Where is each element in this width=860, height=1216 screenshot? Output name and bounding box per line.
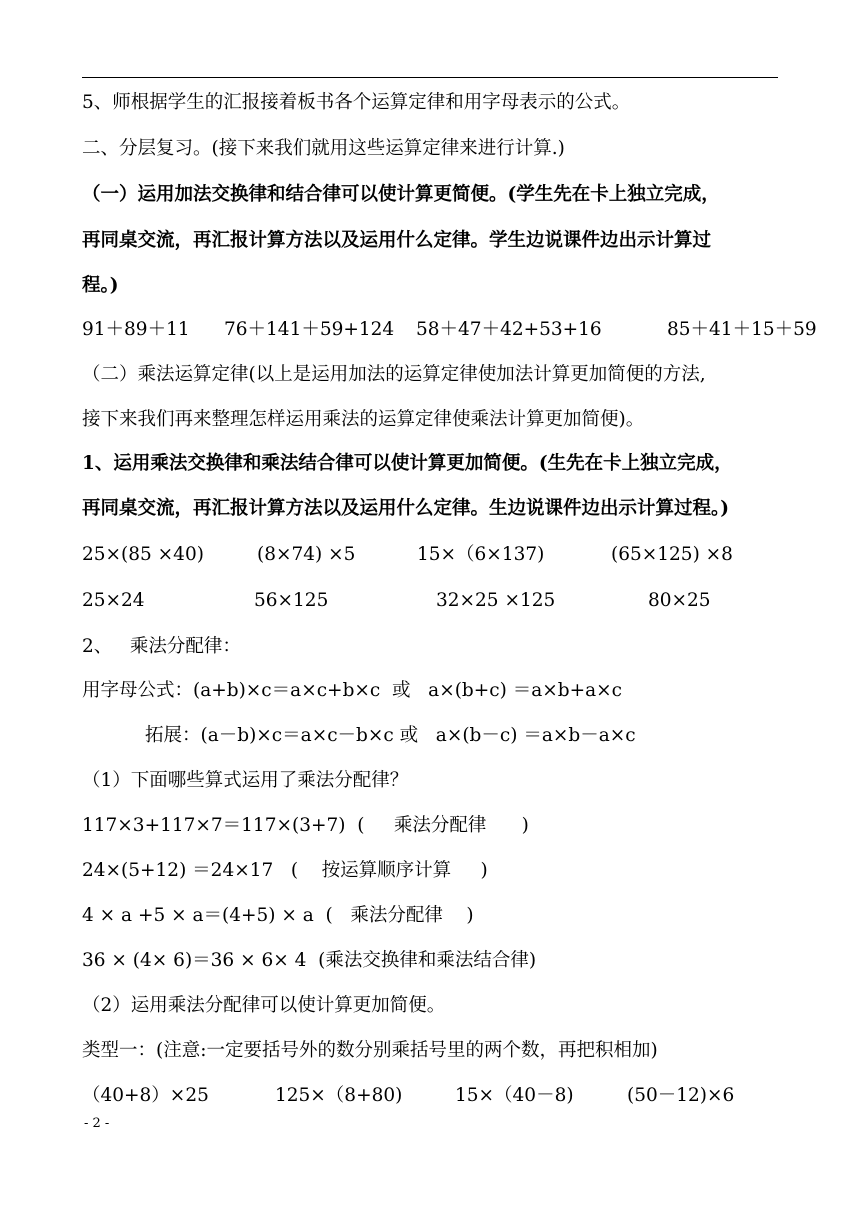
text-line-4: 再同桌交流，再汇报计算方法以及运用什么定律。学生边说课件边出示计算过 [82, 230, 712, 251]
expression: 58＋47＋42+53+16 [416, 319, 602, 340]
type-one-note: 类型一：(注意:一定要括号外的数分别乘括号里的两个数，再把积相加) [82, 1040, 658, 1061]
page-number: - 2 - [84, 1116, 110, 1131]
expression: (65×125) ×8 [611, 544, 733, 565]
text-line-1: 5、师根据学生的汇报接着板书各个运算定律和用字母表示的公式。 [82, 92, 631, 113]
expression: 15×（6×137) [417, 544, 545, 565]
expression: 125×（8+80) [275, 1085, 403, 1106]
expression: 91＋89＋11 [82, 319, 190, 340]
exercise-row-multiplication-2 [82, 592, 711, 611]
expression: （40+8）×25 [82, 1085, 209, 1106]
example-3: 4 × a +5 × a＝(4+5) × a ( 乘法分配律 ) [82, 905, 474, 926]
expression: 32×25 ×125 [436, 590, 556, 611]
text-line-10: 再同桌交流，再汇报计算方法以及运用什么定律。生边说课件边出示计算过程。) [82, 498, 730, 519]
expression: 85＋41＋15＋59 [667, 319, 817, 340]
expression: 80×25 [648, 590, 711, 611]
example-1: 117×3+117×7＝117×(3+7) ( 乘法分配律 ) [82, 815, 529, 836]
formula-extension: 拓展：(a－b)×c＝a×c－b×c 或 a×(b－c) ＝a×b－a×c [145, 725, 636, 746]
expression: 15×（40－8) [455, 1085, 574, 1106]
expression: 25×(85 ×40) [82, 544, 204, 565]
example-4: 36 × (4× 6)＝36 × 6× 4 (乘法交换律和乘法结合律) [82, 950, 537, 971]
expression: (8×74) ×5 [257, 544, 356, 565]
expression: 56×125 [254, 590, 329, 611]
question-2: （2）运用乘法分配律可以使计算更加简便。 [82, 995, 446, 1016]
expression: (50－12)×6 [627, 1085, 735, 1106]
example-2: 24×(5+12) ＝24×17 ( 按运算顺序计算 ) [82, 860, 488, 881]
text-line-8: 接下来我们再来整理怎样运用乘法的运算定律使乘法计算更加简便)。 [82, 409, 645, 430]
text-line-9: 1、运用乘法交换律和乘法结合律可以使计算更加简便。(生先在卡上独立完成， [82, 453, 733, 474]
section-heading-distributive: 2、 乘法分配律： [82, 636, 241, 657]
expression: 76＋141＋59+124 [224, 319, 395, 340]
exercise-row-multiplication-1 [82, 546, 733, 565]
text-line-5: 程。) [82, 275, 119, 296]
exercise-row-addition [82, 321, 817, 340]
question-1: （1）下面哪些算式运用了乘法分配律？ [82, 770, 409, 791]
exercise-row-distributive [82, 1087, 734, 1106]
expression: 25×24 [82, 590, 145, 611]
text-line-2: 二、分层复习。(接下来我们就用这些运算定律来进行计算.) [82, 138, 565, 159]
header-rule [82, 77, 778, 78]
formula-letters: 用字母公式：(a+b)×c＝a×c+b×c 或 a×(b+c) ＝a×b+a×c [82, 680, 622, 701]
text-line-3: （一）运用加法交换律和结合律可以使计算更简便。(学生先在卡上独立完成， [82, 184, 720, 205]
text-line-7: （二）乘法运算定律(以上是运用加法的运算定律使加法计算更加简便的方法, [82, 364, 706, 385]
